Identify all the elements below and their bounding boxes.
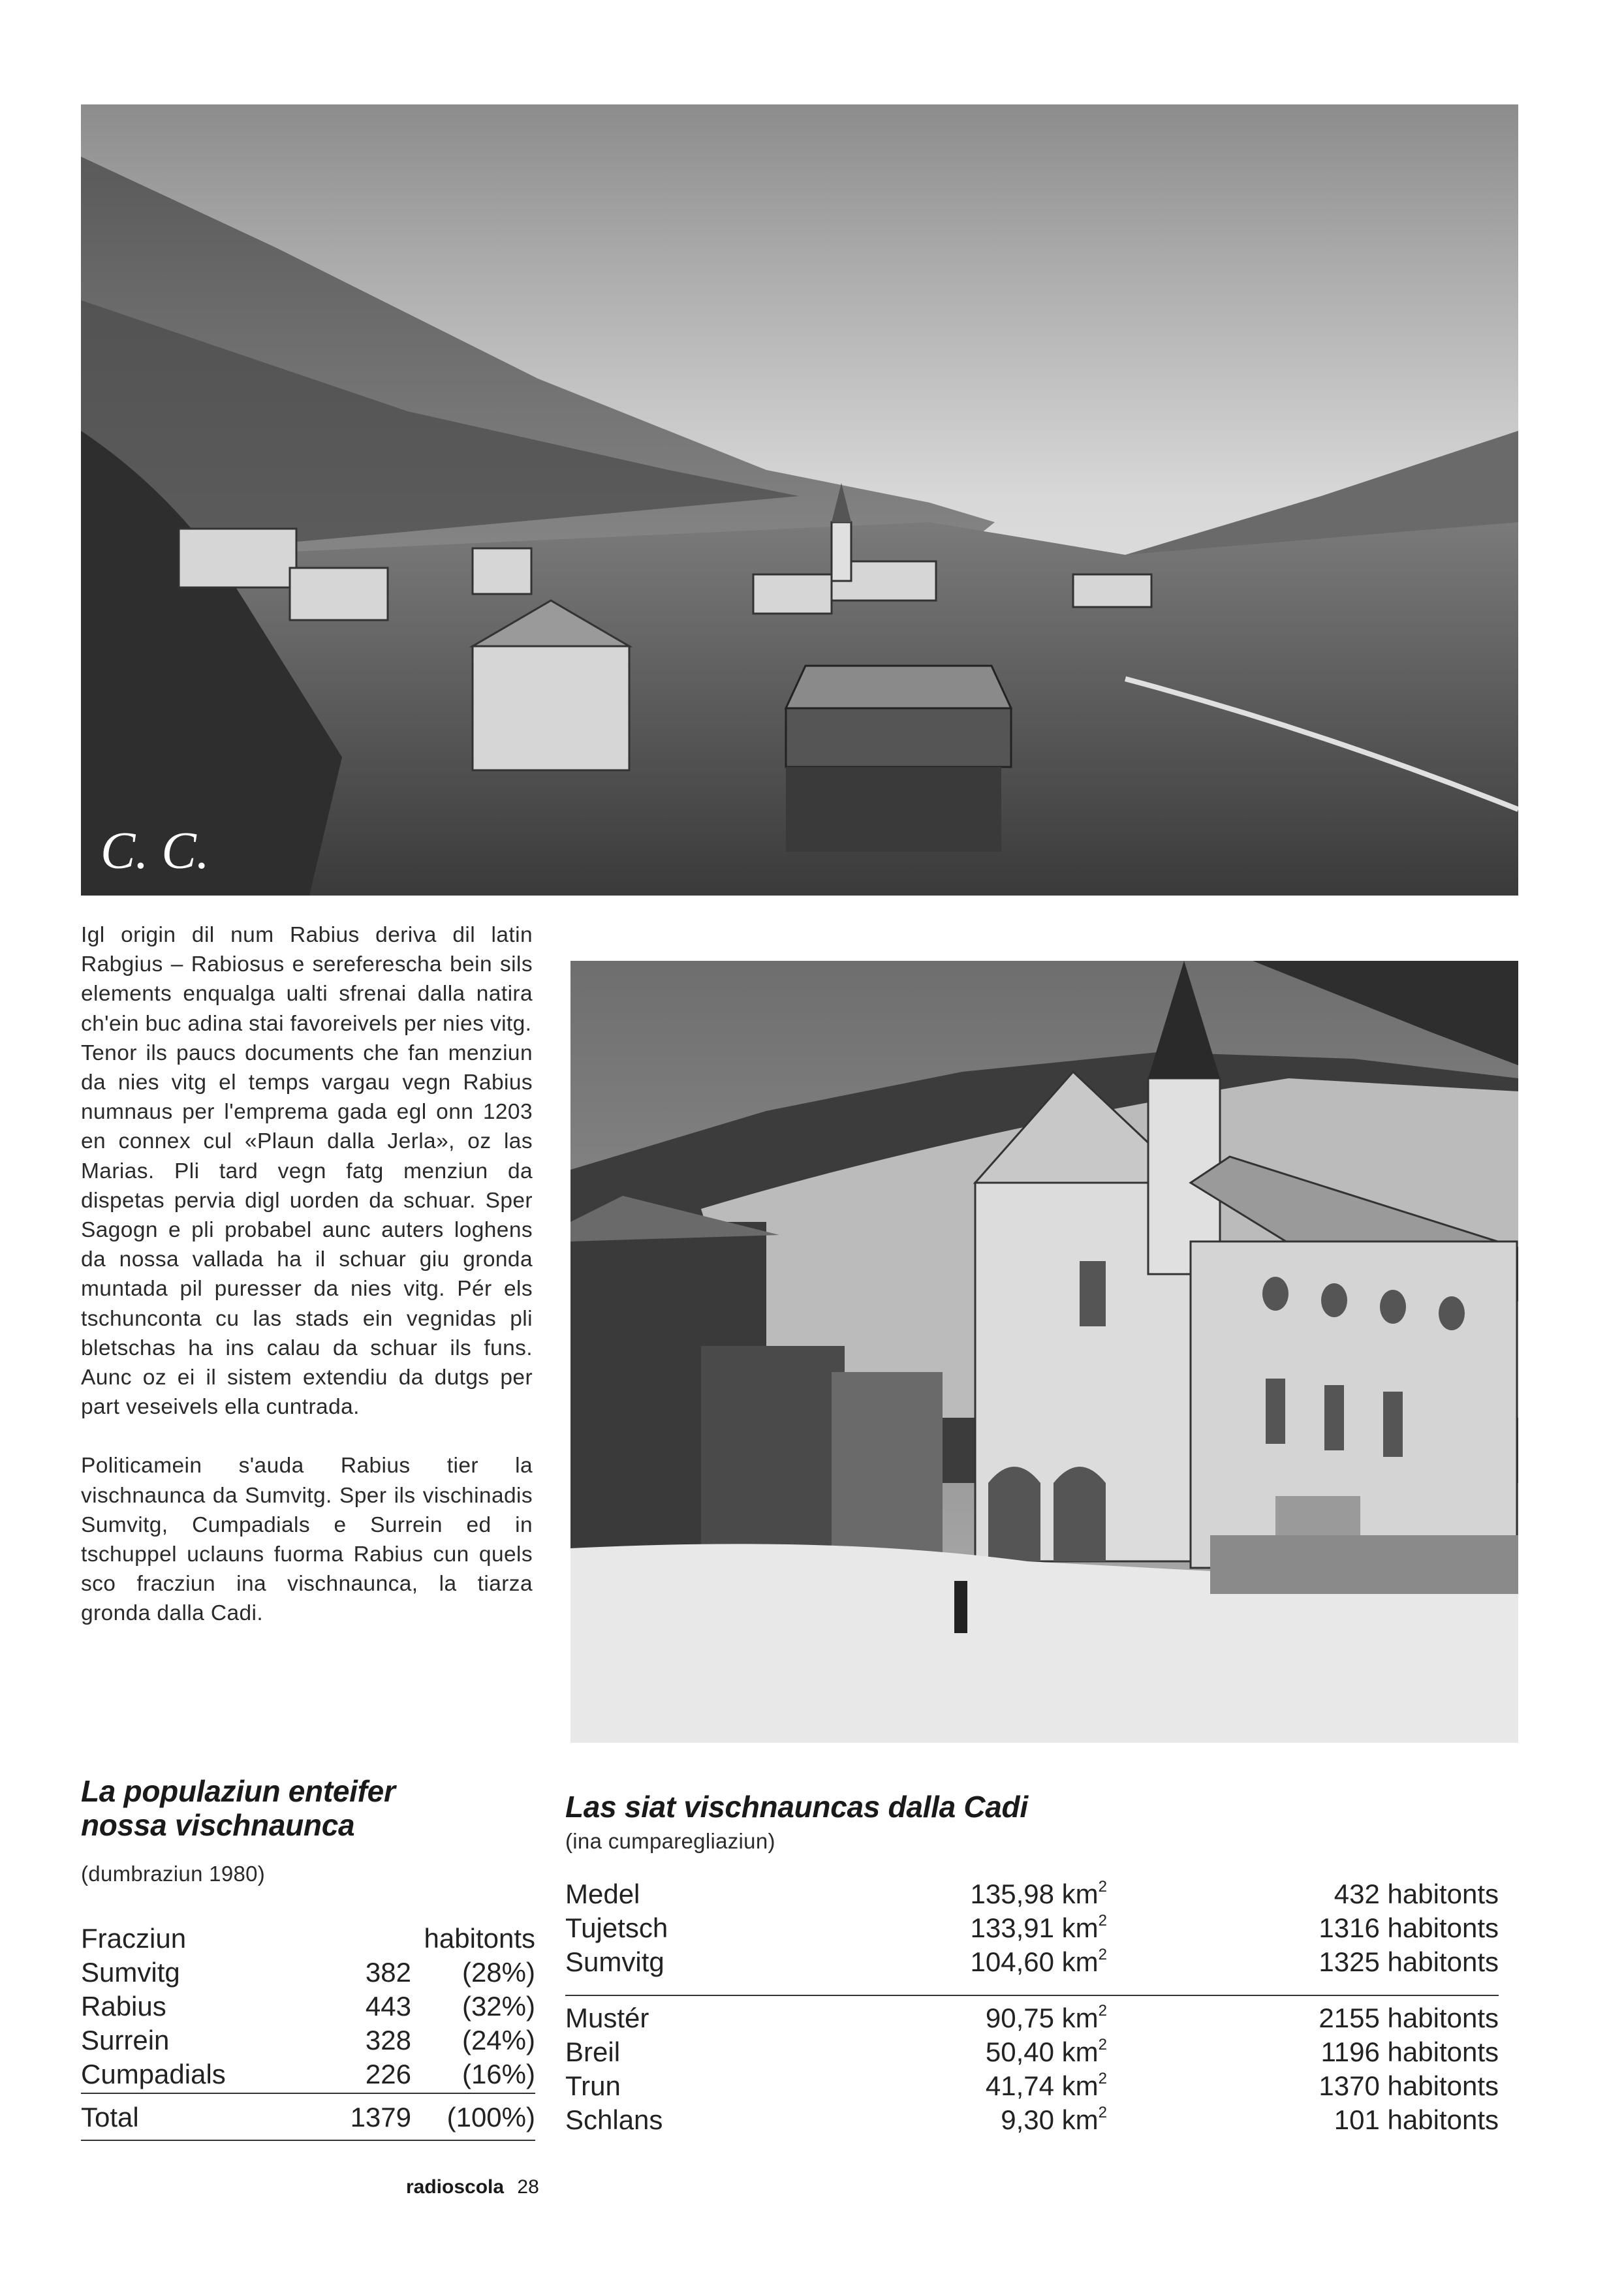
total-label: Total	[81, 2102, 139, 2132]
fracziun-count: 226	[365, 2059, 411, 2089]
municipalities-title: Las siat vischnauncas dalla Cadi	[565, 1790, 1028, 1824]
municipality-area	[986, 2069, 1107, 2103]
total-underline	[81, 2140, 535, 2141]
area-unit: km	[1061, 1879, 1099, 1909]
municipality-area	[986, 2001, 1107, 2035]
municipality-name: Mustér	[565, 2003, 649, 2033]
municipality-area	[971, 1911, 1108, 1945]
fracziun-name: Cumpadials	[81, 2059, 226, 2089]
municipality-area	[986, 2035, 1107, 2069]
municipality-population: 432 habitonts	[1334, 1879, 1499, 1909]
population-table	[81, 1922, 535, 2134]
table-row	[565, 1877, 1499, 1911]
municipality-population: 1325 habitonts	[1319, 1946, 1499, 1977]
area-value: 9,30	[1001, 2104, 1054, 2135]
municipalities-section	[565, 1790, 1518, 1854]
table-row	[565, 2103, 1499, 2137]
municipality-population: 101 habitonts	[1334, 2104, 1499, 2135]
population-header-row	[81, 1922, 535, 1956]
article-text	[81, 920, 533, 1629]
photo-caption-mark: C. C.	[101, 822, 210, 880]
table-row	[565, 1945, 1499, 1979]
municipality-area	[971, 1945, 1108, 1979]
municipality-name: Schlans	[565, 2104, 663, 2135]
table-row	[565, 2001, 1499, 2035]
fracziun-count: 382	[365, 1957, 411, 1988]
municipalities-subtitle: (ina cumparegliaziun)	[565, 1829, 775, 1853]
total-divider	[81, 2093, 535, 2094]
municipality-population: 1316 habitonts	[1319, 1912, 1499, 1943]
area-value: 104,60	[970, 1946, 1054, 1977]
total-percent: (100%)	[446, 2102, 535, 2132]
area-value: 90,75	[985, 2003, 1054, 2033]
area-unit-exponent: 2	[1098, 1946, 1107, 1963]
village-photo	[81, 104, 1518, 896]
population-title-line-2: nossa vischnaunca	[81, 1808, 355, 1842]
area-unit: km	[1061, 1946, 1099, 1977]
table-row	[565, 2069, 1499, 2103]
area-unit-exponent: 2	[1098, 1878, 1107, 1896]
area-unit-exponent: 2	[1098, 2036, 1107, 2053]
municipality-area	[1001, 2103, 1107, 2137]
municipality-population: 2155 habitonts	[1319, 2003, 1499, 2033]
municipality-name: Breil	[565, 2037, 621, 2067]
table-row	[565, 2035, 1499, 2069]
population-subtitle: (dumbraziun 1980)	[81, 1862, 266, 1886]
municipality-name: Tujetsch	[565, 1912, 668, 1943]
municipalities-table	[565, 1877, 1499, 2137]
fracziun-percent: (28%)	[461, 1957, 535, 1988]
area-unit-exponent: 2	[1098, 2002, 1107, 2020]
page-number: 28	[517, 2176, 539, 2198]
population-title	[81, 1774, 535, 1842]
fracziun-percent: (32%)	[461, 1991, 535, 2022]
table-row	[81, 2023, 535, 2057]
fracziun-name: Rabius	[81, 1991, 166, 2022]
area-unit-exponent: 2	[1098, 2104, 1107, 2121]
article-paragraph-2: Tenor ils paucs documents che fan menziun da nies vitg el temps vargau vegn Rabius numnaus per l'emprema gada egl onn 1203 en connex cul «Plaun dalla Jerla», oz las Marias. Pli tard vegn fatg menziun da dispetas pervia digl uorden da schuar. Sper Sagogn e pli probabel aunc auters loghens da nossa vallada ha il schuar giu gronda muntada pil puresser da nies vitg. Pér els tschunconta cu las stads ein vegnidas pli bletschas ha ins calau da schuar ils funs. Aunc oz ei il sistem extendiu da dutgs per part veseivels ella cuntrada.	[81, 1040, 533, 1420]
fracziun-name: Sumvitg	[81, 1957, 180, 1988]
table-row	[81, 1990, 535, 2023]
fracziun-count: 328	[365, 2025, 411, 2055]
article-paragraph-3: Politicamein s'auda Rabius tier la vischnaunca da Sumvitg. Sper ils vischinadis Sumvitg, Cumpadials e Surrein ed in tschuppel uclauns fuorma Rabius cun quels sco fracziun ina vischnaunca, la tiarza gronda dalla Cadi.	[81, 1454, 533, 1626]
area-unit: km	[1061, 2037, 1099, 2067]
fracziun-percent: (16%)	[461, 2059, 535, 2089]
table-row	[81, 1956, 535, 1990]
area-value: 41,74	[985, 2070, 1054, 2101]
fracziun-count: 443	[365, 1991, 411, 2022]
municipality-name: Sumvitg	[565, 1946, 664, 1977]
column-header-habitonts: habitonts	[424, 1923, 535, 1954]
page-footer	[406, 2176, 539, 2198]
population-title-line-1: La populaziun enteifer	[81, 1774, 396, 1808]
municipality-name: Trun	[565, 2070, 621, 2101]
area-unit: km	[1061, 2104, 1099, 2135]
area-unit-exponent: 2	[1098, 1912, 1107, 1929]
fracziun-name: Surrein	[81, 2025, 170, 2055]
area-value: 135,98	[970, 1879, 1054, 1909]
municipality-area	[971, 1877, 1108, 1911]
column-header-fracziun: Fracziun	[81, 1923, 187, 1954]
table-row	[81, 2057, 535, 2091]
municipality-name: Medel	[565, 1879, 640, 1909]
area-unit-exponent: 2	[1098, 2070, 1107, 2087]
municipalities-divider	[565, 1995, 1499, 1996]
fracziun-percent: (24%)	[461, 2025, 535, 2055]
church-photo	[570, 961, 1518, 1743]
area-unit: km	[1061, 1912, 1099, 1943]
area-value: 133,91	[970, 1912, 1054, 1943]
area-unit: km	[1061, 2070, 1099, 2101]
area-unit: km	[1061, 2003, 1099, 2033]
municipality-population: 1370 habitonts	[1319, 2070, 1499, 2101]
publication-name: radioscola	[406, 2176, 505, 2198]
article-paragraph-1: Igl origin dil num Rabius deriva dil latin Rabgius – Rabiosus e sereferescha bein sils elements enqualga ualti sfrenai dalla natira ch'ein buc adina stai favoreivels per nies vitg.	[81, 923, 533, 1036]
table-row	[565, 1911, 1499, 1945]
total-count: 1379	[350, 2102, 411, 2132]
population-section	[81, 1774, 535, 1886]
total-row	[81, 2100, 535, 2134]
area-value: 50,40	[985, 2037, 1054, 2067]
municipality-population: 1196 habitonts	[1320, 2037, 1499, 2067]
